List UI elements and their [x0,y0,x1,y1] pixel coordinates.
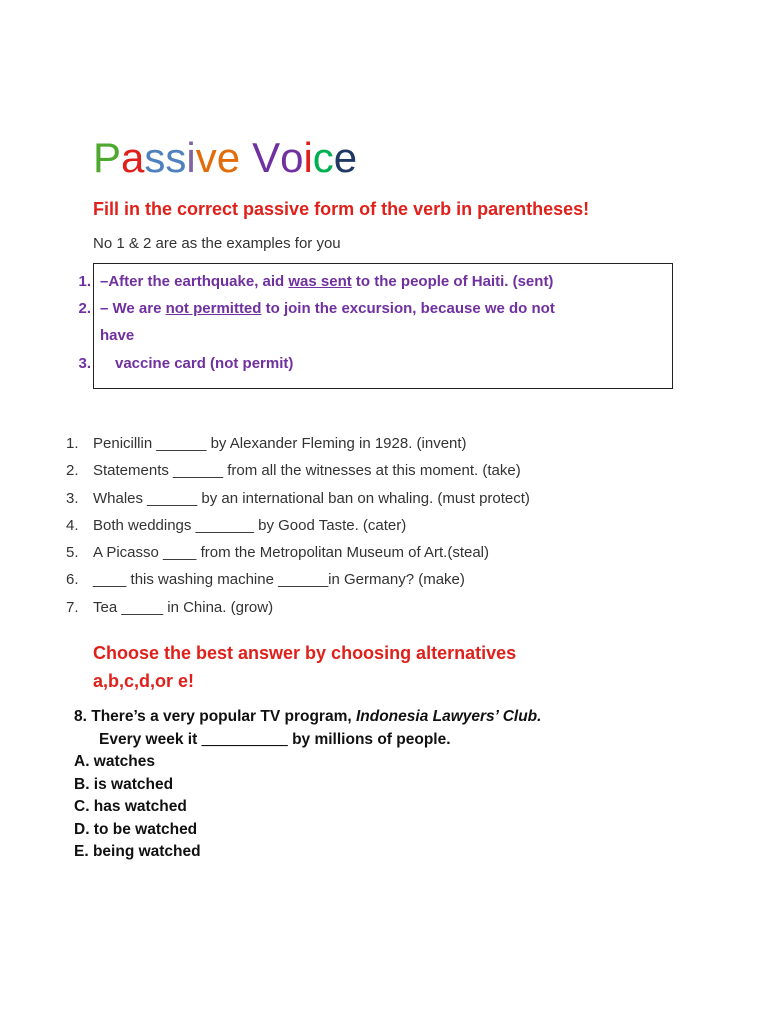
title-letter: o [280,134,304,181]
list-item-number: 1. [66,435,79,452]
example-number-2: 2. [78,300,91,317]
title-letter: P [93,134,122,181]
list-item-text: Penicillin ______ by Alexander Fleming in 1928. (invent) [93,435,467,452]
question-text: 8. There’s a very popular TV program, [74,708,356,725]
example-note: No 1 & 2 are as the examples for you [93,235,341,252]
answer-option: E. being watched [74,843,201,860]
answer-option: A. watches [74,753,155,770]
example-answer: was sent [288,273,352,290]
example-text: – We are [100,300,166,317]
example-text: to the people of Haiti. (sent) [351,273,554,290]
title-letter: i [303,134,313,181]
title-letter: v [195,134,217,181]
answer-option: D. to be watched [74,820,198,838]
question-8 [74,707,541,865]
answer-option: C. has watched [74,798,187,815]
question-8-line-1 [74,707,541,730]
title-letter: c [312,134,334,181]
list-item [66,515,530,542]
title-letter: V [252,134,281,181]
list-item [66,433,530,460]
list-item-text: A Picasso ____ from the Metropolitan Museum of Art.(steal) [93,544,490,562]
list-item-number: 5. [66,544,79,562]
choose-instruction [93,639,613,695]
answer-blank: __________ [201,730,288,748]
list-item-text: ____ this washing machine ______in Germany? (make) [93,571,465,589]
example-line-2 [100,300,555,317]
fill-in-instruction: Fill in the correct passive form of the verb in parentheses! [93,199,590,219]
list-item [66,597,530,624]
list-item-number: 4. [66,516,79,534]
list-item [66,488,530,515]
example-text: to join the excursion, because we do not [261,300,555,317]
answer-option: B. is watched [74,775,174,793]
example-line-2-cont: have [100,327,135,344]
program-name: Indonesia Lawyers’ Club. [355,708,542,725]
example-line-1 [100,273,553,290]
list-item [66,460,530,487]
title-letter: s [165,134,187,181]
example-answer: not permitted [165,300,262,317]
question-8-line-2 [74,730,541,753]
choose-instruction-line: Choose the best answer by choosing alternatives [93,643,517,663]
page-title [93,133,357,183]
question-text: by millions of people. [287,730,451,748]
list-item-text: Both weddings _______ by Good Taste. (cater) [93,516,407,534]
list-item-number: 7. [66,598,79,616]
example-line-3: vaccine card (not permit) [115,355,294,372]
list-item [66,542,530,569]
list-item-text: Statements ______ from all the witnesses at this moment. (take) [93,462,521,480]
title-letter: e [333,134,358,181]
example-text: –After the earthquake, aid [100,273,289,290]
list-item-text: Whales ______ by an international ban on whaling. (must protect) [93,489,530,507]
title-letter: e [216,134,241,181]
example-number-1: 1. [78,273,91,290]
exercise-list [66,433,530,624]
title-letter: s [144,134,166,181]
choose-instruction-line: a,b,c,d,or e! [93,671,195,691]
list-item [66,569,530,596]
title-letter: a [121,134,145,181]
list-item-number: 6. [66,571,79,589]
title-letter: i [186,134,196,181]
question-text: Every week it [99,730,202,748]
list-item-number: 3. [66,489,79,507]
answer-options [74,752,541,865]
example-number-3: 3. [78,355,91,372]
list-item-text: Tea _____ in China. (grow) [93,598,274,616]
list-item-number: 2. [66,462,79,480]
